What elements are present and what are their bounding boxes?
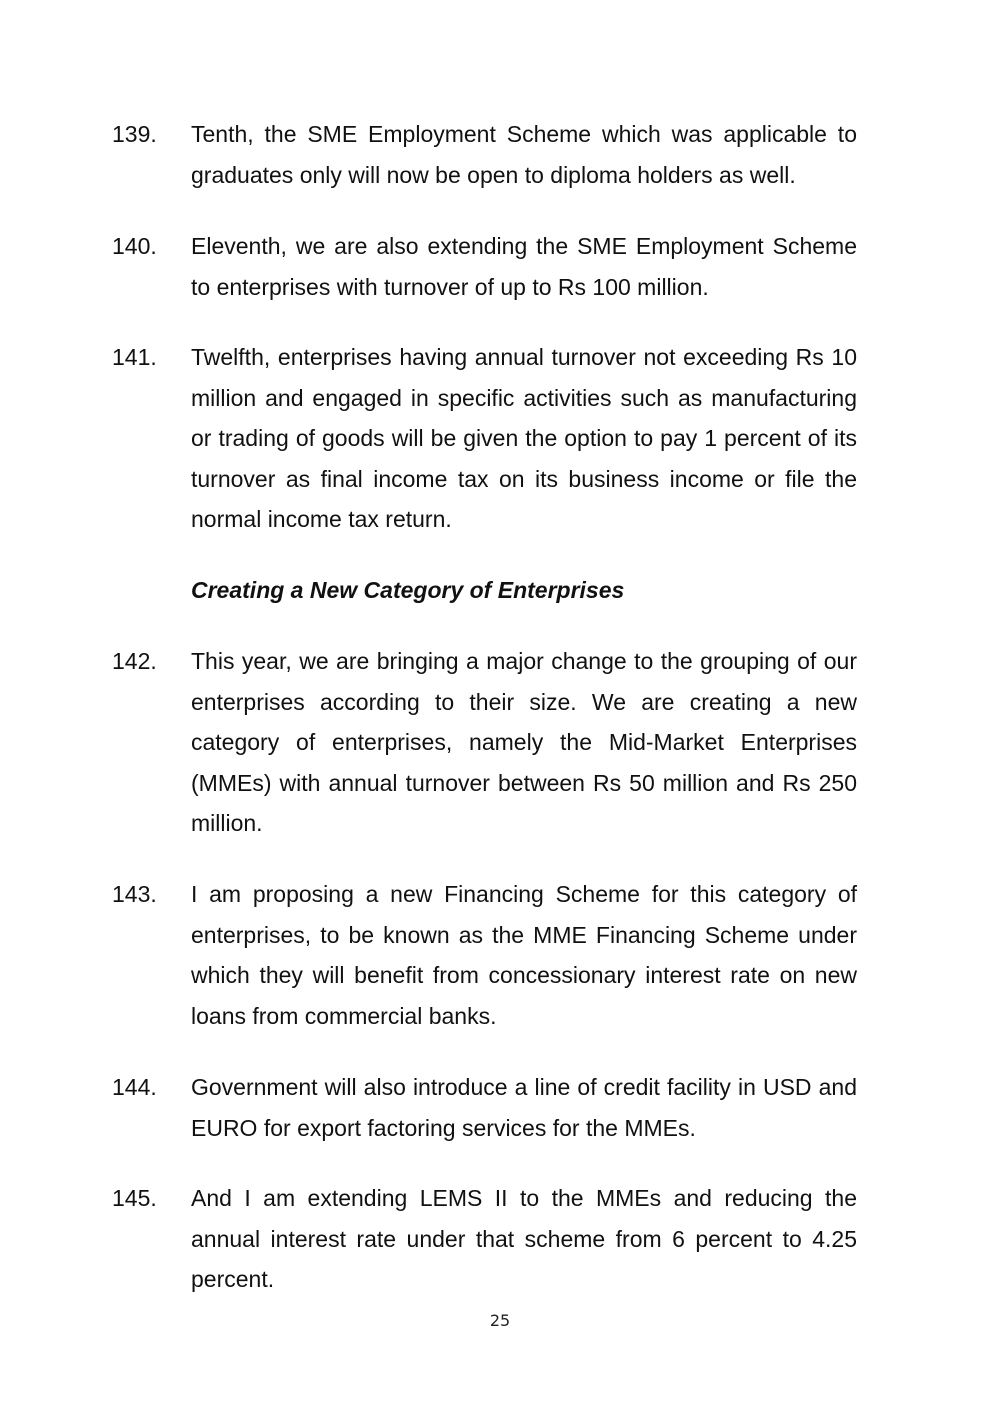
paragraph-text: Tenth, the SME Employment Scheme which was applicable to graduates only will now be open to diploma holders as well.: [191, 121, 857, 188]
paragraph-number: 139.: [112, 121, 157, 147]
paragraph-text: Government will also introduce a line of credit facility in USD and EURO for export factoring services for the MMEs.: [191, 1074, 857, 1141]
paragraph-text: I am proposing a new Financing Scheme for this category of enterprises, to be known as the MME Financing Scheme under which they will benefit from concessionary interest rate on new loans from commercial banks.: [191, 881, 857, 1029]
paragraph-number: 142.: [112, 648, 157, 674]
paragraph-number: 140.: [112, 233, 157, 259]
paragraph-number: 143.: [112, 881, 157, 907]
paragraph-number: 145.: [112, 1185, 157, 1211]
paragraph-text: Twelfth, enterprises having annual turnover not exceeding Rs 10 million and engaged in specific activities such as manufacturing or trading of goods will be given the option to pay 1 percent of its turnover as final income tax on its business income or file the normal income tax return.: [191, 344, 857, 533]
section-heading: Creating a New Category of Enterprises: [191, 577, 625, 603]
paragraph-number: 141.: [112, 344, 157, 370]
page-number: 25: [489, 1311, 511, 1330]
paragraph-text: And I am extending LEMS II to the MMEs and reducing the annual interest rate under that scheme from 6 percent to 4.25 percent.: [191, 1185, 857, 1293]
paragraph-text: Eleventh, we are also extending the SME Employment Scheme to enterprises with turnover of up to Rs 100 million.: [191, 233, 857, 300]
paragraph-text: This year, we are bringing a major change to the grouping of our enterprises according to their size. We are creating a new category of enterprises, namely the Mid-Market Enterprises (MMEs) with annual turnover between Rs 50 million and Rs 250 million.: [191, 648, 857, 837]
paragraph-number: 144.: [112, 1074, 157, 1100]
